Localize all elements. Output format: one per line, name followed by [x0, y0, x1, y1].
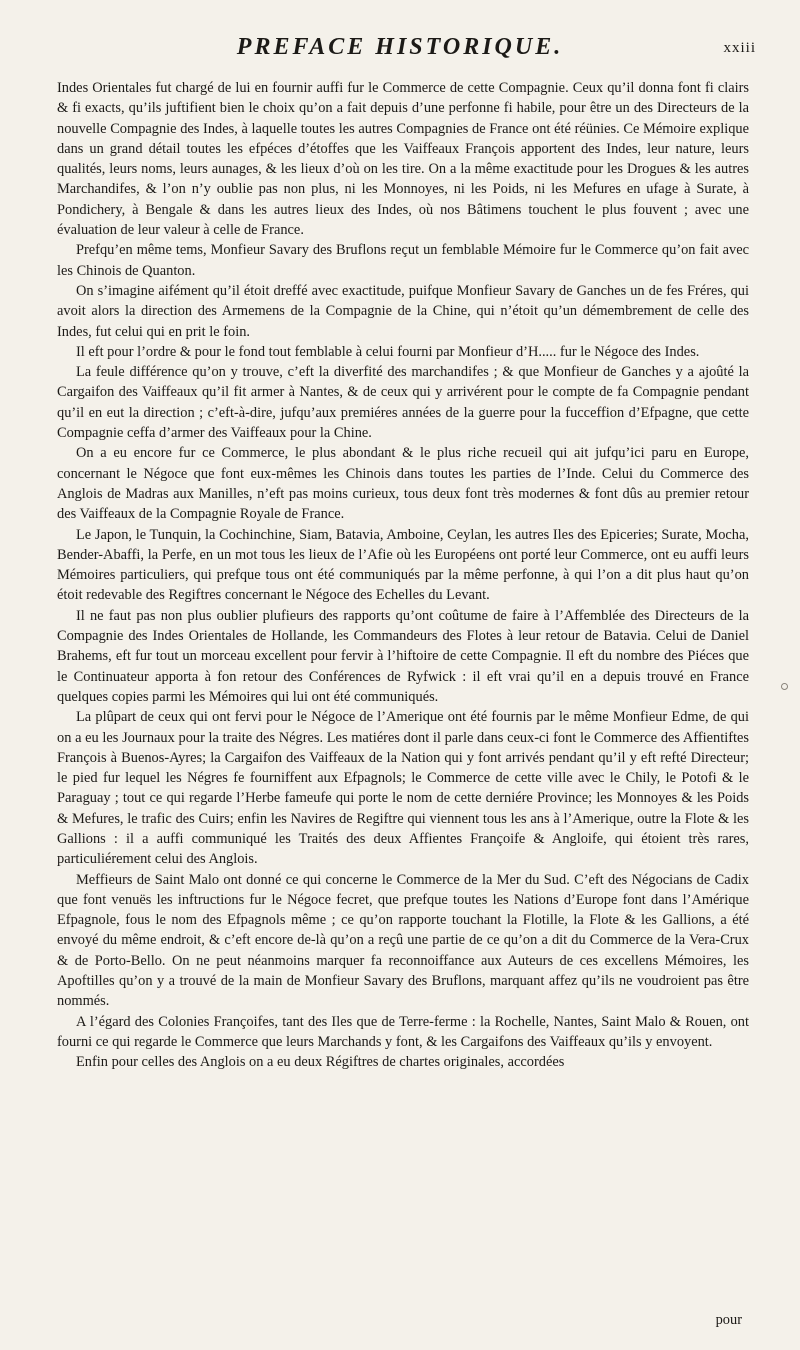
paragraph: On a eu encore fur ce Commerce, le plus abondant & le plus riche recueil qui ait jufqu’ici paru en Europe, concernant le Négoce que font eux-mêmes les Chinois dans toutes les parties de l’Inde. Celui du Commerce des Anglois de Madras aux Manilles, n’eft pas moins curieux, tous deux font très modernes & font dûs au premier retour des Vaiffeaux de la Compagnie Royale de France. [57, 445, 749, 523]
body-text [57, 78, 749, 1073]
paragraph: La feule différence qu’on y trouve, c’eft la diverfité des marchandifes ; & que Monfieur de Ganches y a ajoûté la Cargaifon des Vaiffeaux qu’il fit armer à Nantes, & de ceux qui y arrivérent pour le compte de fa Compagnie pendant qu’il en eut la direction ; c’eft-à-dire, jufqu’aux premiéres années de la guerre pour la fucceffion d’Efpagne, que cette Compagnie ceffa d’armer des Vaiffeaux pour la Chine. [57, 364, 749, 442]
paragraph: Meffieurs de Saint Malo ont donné ce qui concerne le Commerce de la Mer du Sud. C’eft des Négocians de Cadix que font venuës les inftructions fur le Négoce fecret, que prefque toutes les Nations d’Europe font dans l’Amérique Efpagnole, fous le nom des Efpagnols même ; ce qu’on rapporte touchant la Flotille, la Flote & les Gallions, a été envoyé du même endroit, & c’eft encore de-là qu’on a reçû une partie de ce qu’on a dit du Commerce de la Vera-Crux & de Porto-Bello. On ne peut néanmoins marquer fa reconnoiffance aux Auteurs de ces excellens Mémoires, les Apoftilles qu’on y a trouvé de la main de Monfieur Savary des Bruflons, marquant affez qu’ils ne voudroient pas être nommés. [57, 871, 749, 1010]
paragraph: Enfin pour celles des Anglois on a eu deux Régiftres de chartes originales, accordées [76, 1054, 565, 1071]
page-number: xxiii [723, 40, 756, 56]
paragraph: Il ne faut pas non plus oublier plufieurs des rapports qu’ont coûtume de faire à l’Affemblée des Directeurs de la Compagnie des Indes Orientales de Hollande, les Commandeurs des Flotes à leur retour de Batavia. Celui de Daniel Brahems, eft fur tout un morceau excellent pour fervir à l’hiftoire de cette Compagnie. Il eft du nombre des Piéces que le Continuateur apporta à fon retour des Conférences de Ryfwick : il eft vrai qu’il en a depuis trouvé en France quelques copies parmi les Mémoires qui lui ont été communiqués. [57, 607, 749, 705]
paragraph: La plûpart de ceux qui ont fervi pour le Négoce de l’Amerique ont été fournis par le même Monfieur Edme, de qui on a eu les Journaux pour la traite des Négres. Les matiéres dont il parle dans ceux-ci font le Commerce des Affientiftes François à Buenos-Ayres; la Cargaifon des Vaiffeaux de la Nation qui y font arrivés pendant qu’il y eft refté Directeur; le pied fur lequel les Négres fe fourniffent aux Efpagnols; le Commerce de cette ville avec le Chily, le Potofi & le Paraguay ; tout ce qui regarde l’Herbe fameufe qui porte le nom de cette derniére Province; les Monnoyes & les Poids & Mefures, le trafic des Cuirs; enfin les Navires de Regiftre qui viennent tous les ans à l’Amerique, outre la Flote & les Gallions : il a auffi communiqué les Traités des deux Affientes Françoife & Angloife, qui étoient très rares, particuliérement celui des Anglois. [57, 709, 749, 868]
paragraph: Le Japon, le Tunquin, la Cochinchine, Siam, Batavia, Amboine, Ceylan, les autres Iles des Epiceries; Surate, Mocha, Bender-Abaffi, la Perfe, en un mot tous les lieux de l’Afie où les Européens ont porté leur Commerce, ont eu auffi leurs Mémoires particuliers, qui prefque tous ont été communiqués par la même perfonne, à qui l’on a dit plus haut qu’on étoit redevable des Regiftres concernant le Négoce des Echelles du Levant. [57, 526, 749, 604]
catchword: pour [715, 1312, 742, 1328]
running-title: PREFACE HISTORIQUE. [236, 34, 564, 60]
paragraph: Il eft pour l’ordre & pour le fond tout femblable à celui fourni par Monfieur d’H..... fur le Négoce des Indes. [76, 343, 700, 360]
paragraph: On s’imagine aifément qu’il étoit dreffé avec exactitude, puifque Monfieur Savary de Ganches un de fes Fréres, qui avoit alors la direction des Armemens de la Compagnie de la Chine, qui n’étoit qu’un démembrement de celle des Indes, fut celui qui en prit le foin. [57, 282, 749, 340]
paragraph: Indes Orientales fut chargé de lui en fournir auffi fur le Commerce de cette Compagnie. Ceux qu’il donna font fi clairs & fi exacts, qu’ils juftifient bien le choix qu’on a fait depuis d’une perfonne fi habile, pour être un des Directeurs de la nouvelle Compagnie des Indes, à laquelle toutes les autres Compagnies de France ont été réünies. Ce Mémoire explique dans un grand détail toutes les efpéces d’étoffes que les Vaiffeaux François apportent des Indes, leur nature, leurs qualités, leurs noms, leurs aunages, & les lieux d’où on les tire. On a la même exactitude pour les Drogues & les autres Marchandifes, & l’on n’y oublie pas non plus, ni les Monnoyes, ni les Poids, ni les Mefures en ufage à Surate, à Pondichery, à Bengale & dans les autres lieux des Indes, où nos Bâtimens touchent le plus fouvent ; avec une évaluation de leur valeur à celle de France. [57, 80, 749, 239]
paragraph: Prefqu’en même tems, Monfieur Savary des Bruflons reçut un femblable Mémoire fur le Commerce qu’on fait avec les Chinois de Quanton. [57, 242, 749, 279]
margin-mark-icon [781, 683, 788, 690]
paragraph: A l’égard des Colonies Françoifes, tant des Iles que de Terre-ferme : la Rochelle, Nantes, Saint Malo & Rouen, ont fourni ce qui regarde le Commerce que leurs Marchands y font, & les Cargaifons des Vaiffeaux qu’ils y envoyent. [57, 1013, 749, 1050]
